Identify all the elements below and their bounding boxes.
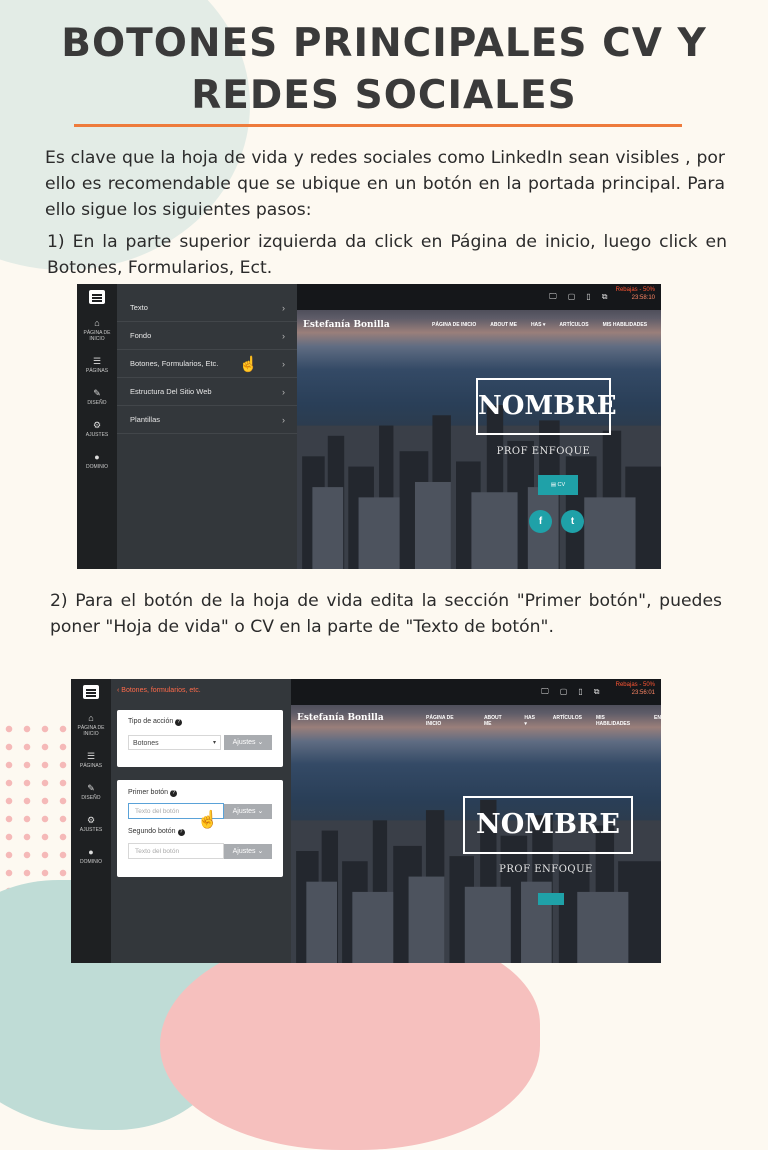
menu-item-plantillas[interactable] bbox=[117, 406, 297, 434]
rail-label-design: DISEÑO bbox=[87, 400, 107, 406]
action-type-select[interactable] bbox=[128, 735, 221, 750]
twitter-icon[interactable]: t bbox=[561, 510, 584, 533]
rail-item-settings[interactable] bbox=[71, 815, 111, 833]
cv-button[interactable]: ▤ CV bbox=[538, 475, 578, 495]
nav-item[interactable]: PÁGINA DE INICIO bbox=[432, 322, 477, 328]
menu-item-label: Plantillas bbox=[130, 415, 161, 424]
promo-timer bbox=[616, 681, 655, 697]
mobile-icon[interactable]: ▯ bbox=[578, 687, 583, 696]
rail-label-design: DISEÑO bbox=[81, 795, 101, 801]
menu-item-label: Fondo bbox=[130, 331, 152, 340]
nav-item[interactable]: MIS HABILIDADES bbox=[595, 715, 631, 727]
desktop-icon[interactable]: 🖵 bbox=[549, 292, 557, 301]
rail-label-domain: DOMINIO bbox=[80, 859, 102, 865]
editor-submenu bbox=[117, 284, 297, 569]
settings-label: Ajustes bbox=[232, 739, 256, 746]
editor-sidebar-rail bbox=[77, 284, 117, 569]
site-brand[interactable]: Estefanía Bonilla bbox=[297, 713, 384, 723]
nav-item[interactable]: PÁGINA DE INICIO bbox=[426, 715, 454, 727]
nav-item[interactable]: ABOUT ME bbox=[490, 322, 517, 328]
second-button-label bbox=[128, 828, 185, 836]
hero-name-box[interactable]: NOMBRE bbox=[476, 378, 611, 435]
chevron-right-icon: › bbox=[282, 358, 285, 369]
hero-subtitle[interactable]: PROF ENFOQUE bbox=[499, 864, 593, 875]
rail-item-home[interactable] bbox=[71, 713, 111, 737]
first-button-text: Primer botón bbox=[128, 789, 169, 796]
facebook-icon[interactable]: f bbox=[529, 510, 552, 533]
promo-text: Rebajas - 50% bbox=[615, 682, 655, 688]
tablet-icon[interactable]: ▢ bbox=[567, 292, 576, 301]
chevron-down-icon: ⌄ bbox=[257, 848, 264, 855]
menu-item-label: Estructura Del Sitio Web bbox=[130, 387, 212, 396]
screenshot-button-settings bbox=[71, 679, 661, 963]
menu-item-label: Botones, Formularios, Etc. bbox=[130, 359, 219, 368]
site-nav bbox=[432, 322, 647, 328]
page-title-line-1: BOTONES PRINCIPALES CV Y bbox=[61, 21, 707, 66]
desktop-icon[interactable]: 🖵 bbox=[541, 687, 549, 696]
chevron-right-icon: › bbox=[282, 414, 285, 425]
chevron-right-icon: › bbox=[282, 386, 285, 397]
nav-item[interactable]: ARTÍCULOS bbox=[559, 322, 589, 328]
device-icons bbox=[541, 687, 599, 697]
nav-item[interactable]: ABOUT ME bbox=[483, 715, 502, 727]
globe-icon: ● bbox=[94, 452, 100, 462]
rail-item-domain[interactable] bbox=[71, 847, 111, 865]
second-button-text-input[interactable]: Texto del botón bbox=[128, 843, 224, 859]
promo-countdown: 23:56:01 bbox=[631, 690, 655, 696]
brush-icon: ✎ bbox=[87, 783, 95, 793]
page-title-line-2: REDES SOCIALES bbox=[191, 73, 577, 118]
rail-item-design[interactable] bbox=[77, 388, 117, 406]
site-brand[interactable]: Estefanía Bonilla bbox=[303, 320, 390, 330]
rail-label-settings: AJUSTES bbox=[79, 827, 103, 833]
nav-item[interactable]: MIS HABILIDADES bbox=[602, 322, 648, 328]
gear-icon: ⚙ bbox=[92, 420, 102, 430]
rail-label-home: PÁGINA DE INICIO bbox=[83, 330, 111, 342]
promo-text: Rebajas - 50% bbox=[615, 287, 655, 293]
website-preview bbox=[291, 679, 661, 963]
rail-label-domain: DOMINIO bbox=[86, 464, 108, 470]
promo-timer bbox=[616, 286, 655, 302]
site-top-bar bbox=[297, 284, 661, 310]
chevron-down-icon: ⌄ bbox=[257, 808, 264, 815]
action-type-card bbox=[117, 710, 283, 767]
help-icon[interactable]: ? bbox=[175, 719, 182, 726]
background-blob-bottom-right bbox=[160, 930, 540, 1150]
rail-item-home[interactable] bbox=[77, 318, 117, 342]
external-link-icon[interactable]: ⧉ bbox=[601, 292, 608, 301]
hand-cursor-icon: ☝ bbox=[197, 810, 219, 829]
device-icons bbox=[549, 292, 607, 302]
mobile-icon[interactable]: ▯ bbox=[586, 292, 591, 301]
back-link[interactable]: ‹ Botones, formularios, etc. bbox=[117, 687, 201, 694]
promo-countdown: 23:58:10 bbox=[631, 295, 655, 301]
title-underline bbox=[74, 124, 682, 127]
city-skyline-image bbox=[291, 759, 661, 963]
editor-settings-panel bbox=[111, 679, 291, 963]
menu-logo-icon[interactable] bbox=[83, 685, 99, 699]
screenshot-editor-menu bbox=[77, 284, 661, 569]
buttons-text-card bbox=[117, 780, 283, 877]
help-icon[interactable]: ? bbox=[170, 790, 177, 797]
settings-label: Ajustes bbox=[232, 848, 256, 855]
rail-item-pages[interactable] bbox=[71, 751, 111, 769]
chevron-right-icon: › bbox=[282, 302, 285, 313]
rail-label-pages: PÁGINAS bbox=[85, 368, 109, 374]
rail-item-design[interactable] bbox=[71, 783, 111, 801]
menu-logo-icon[interactable] bbox=[89, 290, 105, 304]
chevron-right-icon: › bbox=[282, 330, 285, 341]
home-icon: ⌂ bbox=[88, 713, 94, 723]
hero-name-box[interactable]: NOMBRE bbox=[463, 796, 633, 854]
settings-label: Ajustes bbox=[232, 808, 256, 815]
hero-subtitle[interactable]: PROF ENFOQUE bbox=[496, 446, 591, 457]
home-icon: ⌂ bbox=[94, 318, 100, 328]
intro-paragraph: Es clave que la hoja de vida y redes sociales como LinkedIn sean visibles , por ello es recomendable que se ubique en un botón en la portada principal. Para ello sigue los siguientes pasos: bbox=[45, 148, 725, 220]
step-2-text: 2) Para el botón de la hoja de vida edita la sección "Primer botón", puedes poner "Hoja de vida" o CV en la parte de "Texto de botón". bbox=[50, 591, 722, 637]
action-settings-button[interactable] bbox=[224, 735, 272, 750]
action-type-label bbox=[128, 718, 182, 726]
action-type-value: Botones bbox=[133, 740, 159, 747]
menu-item-estructura[interactable] bbox=[117, 378, 297, 406]
nav-item[interactable]: HAS ▾ bbox=[530, 322, 546, 328]
first-button-settings-button[interactable] bbox=[224, 804, 272, 819]
pages-icon: ☰ bbox=[92, 356, 102, 366]
step-1-text: 1) En la parte superior izquierda da click en Página de inicio, luego click en Botones, Formularios, Ect. bbox=[47, 232, 727, 278]
nav-item[interactable]: HAS ▾ bbox=[524, 715, 535, 727]
first-button-text-input[interactable]: Texto del botón bbox=[128, 803, 224, 819]
empty-button[interactable] bbox=[538, 893, 564, 905]
website-preview bbox=[297, 284, 661, 569]
menu-item-texto[interactable] bbox=[117, 294, 297, 322]
site-top-bar bbox=[291, 679, 661, 705]
site-nav bbox=[426, 715, 661, 727]
action-type-text: Tipo de acción bbox=[128, 718, 174, 725]
first-button-label bbox=[128, 789, 177, 797]
second-button-settings-button[interactable] bbox=[224, 844, 272, 859]
pages-icon: ☰ bbox=[86, 751, 96, 761]
help-icon[interactable]: ? bbox=[178, 829, 185, 836]
editor-sidebar-rail bbox=[71, 679, 111, 963]
rail-label-settings: AJUSTES bbox=[85, 432, 109, 438]
menu-item-fondo[interactable] bbox=[117, 322, 297, 350]
globe-icon: ● bbox=[88, 847, 94, 857]
caret-down-icon: ▾ bbox=[212, 740, 216, 746]
second-button-text: Segundo botón bbox=[128, 828, 176, 835]
gear-icon: ⚙ bbox=[86, 815, 96, 825]
rail-item-pages[interactable] bbox=[77, 356, 117, 374]
chevron-down-icon: ⌄ bbox=[257, 739, 264, 746]
tablet-icon[interactable]: ▢ bbox=[559, 687, 568, 696]
page-title bbox=[0, 18, 768, 122]
external-link-icon[interactable]: ⧉ bbox=[593, 687, 600, 696]
nav-item[interactable]: ARTÍCULOS bbox=[552, 715, 582, 721]
nav-item[interactable]: EN bbox=[654, 715, 661, 721]
rail-label-pages: PÁGINAS bbox=[79, 763, 103, 769]
hand-cursor-icon: ☝ bbox=[239, 356, 258, 373]
brush-icon: ✎ bbox=[93, 388, 101, 398]
rail-item-settings[interactable] bbox=[77, 420, 117, 438]
rail-label-home: PÁGINA DE INICIO bbox=[77, 725, 105, 737]
rail-item-domain[interactable] bbox=[77, 452, 117, 470]
menu-item-botones[interactable] bbox=[117, 350, 297, 378]
menu-item-label: Texto bbox=[130, 303, 148, 312]
